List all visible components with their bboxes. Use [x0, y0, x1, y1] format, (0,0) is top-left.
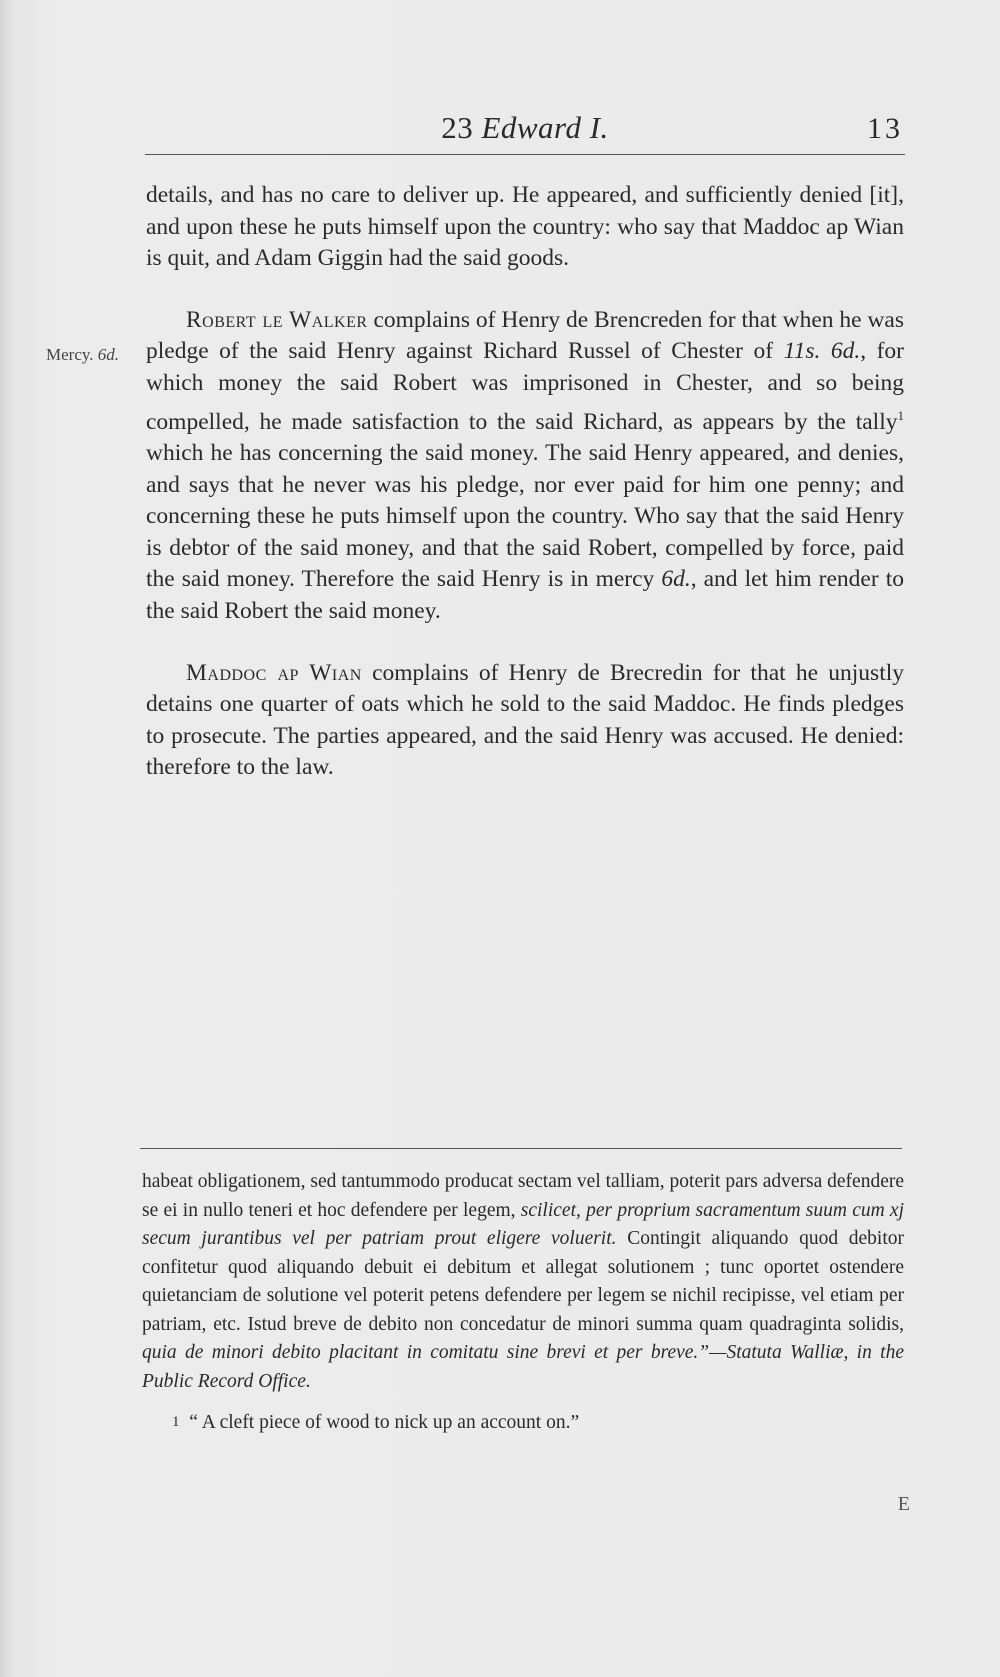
marginal-label: Mercy.: [46, 345, 94, 364]
running-head: [145, 110, 905, 146]
footnote-text: “ A cleft piece of wood to nick up an account on.”: [189, 1412, 580, 1433]
marginal-amount: 6d.: [97, 345, 120, 364]
regnal-number: 23: [441, 110, 474, 145]
debt-amount: 11s. 6d.: [783, 338, 861, 365]
paragraph-maddoc-ap-wian: Maddoc ap Wian complains of Henry de Brecredin for that he unjustly detains one quarter of oats which he sold to the said Maddoc. He finds pledges to prosecute. The parties appeared, and the said Henry was accused. He denied: therefore to the law.: [146, 659, 905, 781]
notes: [142, 1168, 904, 1438]
running-title: Edward I.: [481, 110, 609, 145]
latin-note: habeat obligationem, sed tantummodo producat sectam vel talliam, poterit pars adversa defendere se ei in nullo teneri et hoc defendere per legem, scilicet, per proprium sacramentum suum cum xj secum jurantibus vel per patriam prout eligere voluerit. Contingit aliquando quod debitor confitetur quod aliquando debuit ei debitum et allegat solutionem ; tunc oportet ostendere quietanciam de solutione vel poterit petens defendere per legem se nichil recipisse, vel etiam per patriam, etc. Istud breve de debito non concedatur de minori summa quam quadraginta solidis, quia de minori debito placitant in comitatu sine brevi et per breve.”—Statuta Walliæ, in the Public Record Office.: [142, 1171, 904, 1392]
footnote-ref: 1: [897, 407, 904, 423]
footnote-rule: [140, 1148, 902, 1149]
footnote: [142, 1408, 904, 1438]
running-header: [145, 108, 905, 155]
plaintiff-name: Robert le Walker: [186, 306, 368, 333]
plaintiff-name: Maddoc ap Wian: [186, 659, 362, 686]
fine-amount: 6d.: [661, 566, 691, 593]
footnote-number: 1: [172, 1414, 180, 1430]
paragraph-continued: details, and has no care to deliver up. He appeared, and sufficiently denied [it], and upon these he puts himself upon the country: who say that Maddoc ap Wian is quit, and Adam Giggin had the said goods.: [146, 182, 904, 272]
main-text: [146, 180, 904, 784]
marginal-note: [46, 345, 119, 365]
signature-mark: E: [897, 1493, 910, 1515]
paragraph-robert-le-walker: Robert le Walker complains of Henry de Brencreden for that when he was pledge of the said Henry against Richard Russel of Chester of 11s. 6d., for which money the said Robert was imprisoned in Chester, and so being compelled, he made satisfaction to the said Richard, as appears by the tally$^1$ which he has concerning the said money. The said Henry appeared, and denies, and says that he never was his pledge, nor ever paid for him one penny; and concerning these he puts himself upon the country. Who say that the said Henry is debtor of the said money, and that the said Robert, compelled by force, paid the said money. Therefore the said Henry is in mercy 6d., and let him render to the said Robert the said money.: [146, 306, 904, 624]
page-number: 13: [867, 112, 903, 145]
